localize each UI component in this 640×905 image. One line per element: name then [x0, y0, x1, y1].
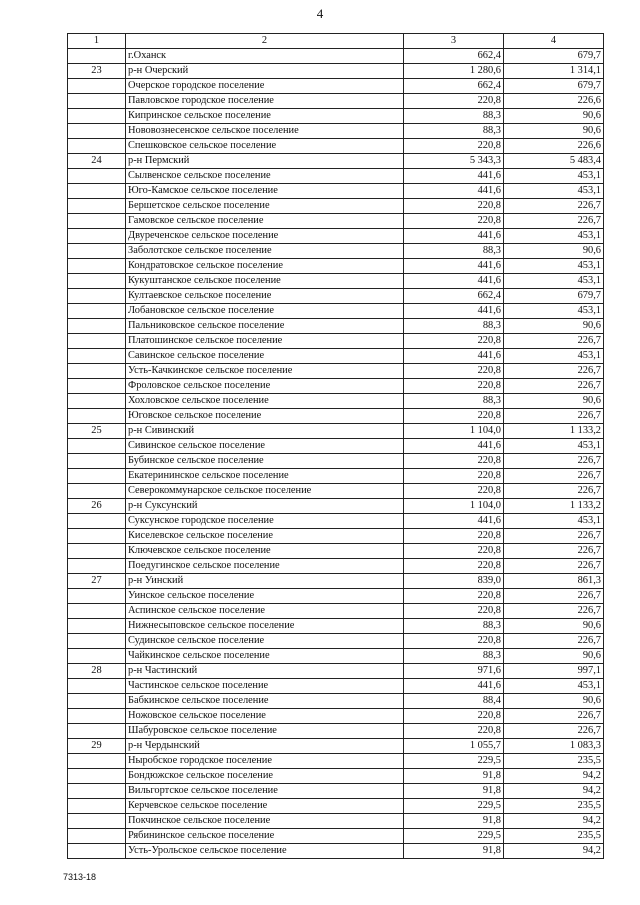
row-value-col4-cell: 226,7	[504, 589, 604, 604]
table-row	[68, 79, 604, 94]
row-value-col3-cell: 91,8	[404, 784, 504, 799]
row-name-cell: Вильгортское сельское поселение	[126, 784, 404, 799]
row-value-col4-cell: 226,7	[504, 379, 604, 394]
row-name-cell: Фроловское сельское поселение	[126, 379, 404, 394]
row-value-col4-cell: 90,6	[504, 694, 604, 709]
row-value-col4-cell: 453,1	[504, 439, 604, 454]
table-row	[68, 559, 604, 574]
row-name-cell: Покчинское сельское поселение	[126, 814, 404, 829]
row-number-cell: 24	[68, 154, 126, 169]
row-value-col3-cell: 1 104,0	[404, 424, 504, 439]
row-name-cell: р-н Частинский	[126, 664, 404, 679]
row-value-col3-cell: 91,8	[404, 814, 504, 829]
row-value-col3-cell: 441,6	[404, 349, 504, 364]
table-row	[68, 604, 604, 619]
row-number-cell	[68, 484, 126, 499]
row-value-col3-cell: 88,4	[404, 694, 504, 709]
row-name-cell: Ключевское сельское поселение	[126, 544, 404, 559]
row-number-cell	[68, 49, 126, 64]
row-value-col3-cell: 220,8	[404, 199, 504, 214]
table-row	[68, 844, 604, 859]
row-value-col4-cell: 453,1	[504, 229, 604, 244]
row-name-cell: р-н Очерский	[126, 64, 404, 79]
row-name-cell: Шабуровское сельское поселение	[126, 724, 404, 739]
row-number-cell: 28	[68, 664, 126, 679]
row-number-cell	[68, 514, 126, 529]
row-number-cell	[68, 829, 126, 844]
row-value-col3-cell: 220,8	[404, 604, 504, 619]
table-row	[68, 109, 604, 124]
row-value-col3-cell: 88,3	[404, 649, 504, 664]
table-row	[68, 664, 604, 679]
row-number-cell	[68, 169, 126, 184]
row-value-col3-cell: 220,8	[404, 334, 504, 349]
row-number-cell: 27	[68, 574, 126, 589]
row-number-cell	[68, 784, 126, 799]
row-value-col4-cell: 226,6	[504, 139, 604, 154]
row-number-cell	[68, 604, 126, 619]
row-number-cell	[68, 199, 126, 214]
row-value-col3-cell: 1 055,7	[404, 739, 504, 754]
table-row	[68, 499, 604, 514]
table-row	[68, 334, 604, 349]
row-value-col3-cell: 91,8	[404, 769, 504, 784]
row-name-cell: Рябининское сельское поселение	[126, 829, 404, 844]
row-value-col4-cell: 226,7	[504, 724, 604, 739]
row-name-cell: Двуреченское сельское поселение	[126, 229, 404, 244]
row-name-cell: Спешковское сельское поселение	[126, 139, 404, 154]
row-number-cell	[68, 544, 126, 559]
row-value-col3-cell: 1 104,0	[404, 499, 504, 514]
table-row	[68, 274, 604, 289]
row-name-cell: Юговское сельское поселение	[126, 409, 404, 424]
row-number-cell	[68, 679, 126, 694]
row-value-col3-cell: 220,8	[404, 634, 504, 649]
row-name-cell: Уинское сельское поселение	[126, 589, 404, 604]
row-number-cell	[68, 109, 126, 124]
row-number-cell	[68, 334, 126, 349]
table-row	[68, 319, 604, 334]
row-name-cell: Поедугинское сельское поселение	[126, 559, 404, 574]
row-name-cell: Усть-Урольское сельское поселение	[126, 844, 404, 859]
row-name-cell: Северокоммунарское сельское поселение	[126, 484, 404, 499]
row-name-cell: Платошинское сельское поселение	[126, 334, 404, 349]
row-number-cell	[68, 454, 126, 469]
table-row	[68, 394, 604, 409]
row-number-cell	[68, 94, 126, 109]
row-value-col4-cell: 1 133,2	[504, 499, 604, 514]
row-number-cell	[68, 469, 126, 484]
row-value-col4-cell: 861,3	[504, 574, 604, 589]
row-value-col3-cell: 441,6	[404, 169, 504, 184]
row-value-col3-cell: 662,4	[404, 79, 504, 94]
row-value-col3-cell: 220,8	[404, 94, 504, 109]
row-value-col3-cell: 220,8	[404, 559, 504, 574]
table-row	[68, 589, 604, 604]
row-value-col3-cell: 441,6	[404, 184, 504, 199]
row-number-cell	[68, 559, 126, 574]
table-row	[68, 214, 604, 229]
row-number-cell	[68, 214, 126, 229]
table-row	[68, 484, 604, 499]
row-number-cell: 29	[68, 739, 126, 754]
row-name-cell: р-н Сивинский	[126, 424, 404, 439]
row-name-cell: Пальниковское сельское поселение	[126, 319, 404, 334]
row-value-col4-cell: 235,5	[504, 799, 604, 814]
row-name-cell: Култаевское сельское поселение	[126, 289, 404, 304]
row-number-cell	[68, 694, 126, 709]
row-value-col4-cell: 94,2	[504, 769, 604, 784]
table-row	[68, 199, 604, 214]
row-value-col4-cell: 679,7	[504, 79, 604, 94]
row-value-col4-cell: 1 133,2	[504, 424, 604, 439]
row-name-cell: Хохловское сельское поселение	[126, 394, 404, 409]
row-value-col3-cell: 229,5	[404, 754, 504, 769]
row-value-col4-cell: 679,7	[504, 49, 604, 64]
row-number-cell	[68, 769, 126, 784]
row-number-cell	[68, 529, 126, 544]
row-value-col3-cell: 971,6	[404, 664, 504, 679]
row-number-cell	[68, 229, 126, 244]
row-name-cell: Нововознесенское сельское поселение	[126, 124, 404, 139]
document-code: 7313-18	[63, 872, 97, 882]
row-value-col4-cell: 226,7	[504, 199, 604, 214]
row-value-col3-cell: 220,8	[404, 214, 504, 229]
table-row	[68, 724, 604, 739]
table-row	[68, 439, 604, 454]
row-number-cell	[68, 139, 126, 154]
row-value-col3-cell: 220,8	[404, 409, 504, 424]
row-name-cell: р-н Уинский	[126, 574, 404, 589]
table-row	[68, 169, 604, 184]
table-row	[68, 679, 604, 694]
table-row	[68, 184, 604, 199]
table-row	[68, 229, 604, 244]
table-row	[68, 454, 604, 469]
row-value-col4-cell: 1 314,1	[504, 64, 604, 79]
row-number-cell	[68, 709, 126, 724]
table-row	[68, 94, 604, 109]
row-value-col4-cell: 453,1	[504, 259, 604, 274]
row-number-cell	[68, 439, 126, 454]
table-row	[68, 379, 604, 394]
table-row	[68, 49, 604, 64]
table-row	[68, 649, 604, 664]
table-row	[68, 154, 604, 169]
row-value-col3-cell: 220,8	[404, 529, 504, 544]
row-value-col4-cell: 226,7	[504, 484, 604, 499]
row-number-cell: 26	[68, 499, 126, 514]
row-name-cell: Суксунское городское поселение	[126, 514, 404, 529]
table-row	[68, 514, 604, 529]
row-name-cell: Усть-Качкинское сельское поселение	[126, 364, 404, 379]
row-value-col4-cell: 226,7	[504, 334, 604, 349]
row-number-cell	[68, 394, 126, 409]
page-number: 4	[316, 6, 324, 21]
row-name-cell: Киселевское сельское поселение	[126, 529, 404, 544]
row-name-cell: Нижнесыповское сельское поселение	[126, 619, 404, 634]
row-name-cell: Аспинское сельское поселение	[126, 604, 404, 619]
table-row	[68, 124, 604, 139]
row-name-cell: Очерское городское поселение	[126, 79, 404, 94]
row-name-cell: Лобановское сельское поселение	[126, 304, 404, 319]
table-row	[68, 709, 604, 724]
row-name-cell: Ножовское сельское поселение	[126, 709, 404, 724]
row-value-col4-cell: 226,6	[504, 94, 604, 109]
row-number-cell	[68, 589, 126, 604]
row-value-col3-cell: 220,8	[404, 589, 504, 604]
row-value-col3-cell: 220,8	[404, 379, 504, 394]
row-value-col3-cell: 229,5	[404, 829, 504, 844]
table-row	[68, 349, 604, 364]
row-value-col3-cell: 1 280,6	[404, 64, 504, 79]
table-row	[68, 754, 604, 769]
row-value-col4-cell: 226,7	[504, 634, 604, 649]
row-number-cell	[68, 304, 126, 319]
row-value-col4-cell: 5 483,4	[504, 154, 604, 169]
row-name-cell: р-н Суксунский	[126, 499, 404, 514]
row-value-col4-cell: 90,6	[504, 109, 604, 124]
row-value-col4-cell: 453,1	[504, 304, 604, 319]
table-row	[68, 694, 604, 709]
table-row	[68, 424, 604, 439]
row-name-cell: Бершетское сельское поселение	[126, 199, 404, 214]
row-value-col4-cell: 90,6	[504, 394, 604, 409]
row-value-col3-cell: 229,5	[404, 799, 504, 814]
row-value-col4-cell: 94,2	[504, 814, 604, 829]
row-value-col3-cell: 88,3	[404, 394, 504, 409]
table-row	[68, 244, 604, 259]
table-header-row	[68, 34, 604, 49]
row-value-col3-cell: 839,0	[404, 574, 504, 589]
table-row	[68, 769, 604, 784]
row-name-cell: Ныробское городское поселение	[126, 754, 404, 769]
row-name-cell: Частинское сельское поселение	[126, 679, 404, 694]
row-number-cell: 25	[68, 424, 126, 439]
row-value-col4-cell: 453,1	[504, 349, 604, 364]
row-name-cell: Сылвенское сельское поселение	[126, 169, 404, 184]
row-value-col4-cell: 453,1	[504, 169, 604, 184]
row-name-cell: Заболотское сельское поселение	[126, 244, 404, 259]
table-row	[68, 739, 604, 754]
row-number-cell	[68, 619, 126, 634]
row-value-col3-cell: 220,8	[404, 364, 504, 379]
row-value-col4-cell: 235,5	[504, 754, 604, 769]
row-value-col4-cell: 90,6	[504, 124, 604, 139]
table-row	[68, 574, 604, 589]
row-value-col3-cell: 441,6	[404, 229, 504, 244]
row-value-col4-cell: 235,5	[504, 829, 604, 844]
row-number-cell	[68, 364, 126, 379]
budget-allocation-table	[67, 33, 604, 859]
row-value-col3-cell: 88,3	[404, 319, 504, 334]
row-value-col4-cell: 226,7	[504, 469, 604, 484]
table-body	[68, 34, 604, 859]
row-value-col3-cell: 220,8	[404, 484, 504, 499]
row-number-cell	[68, 259, 126, 274]
row-value-col3-cell: 220,8	[404, 724, 504, 739]
row-value-col4-cell: 226,7	[504, 454, 604, 469]
table-row	[68, 544, 604, 559]
row-value-col3-cell: 441,6	[404, 514, 504, 529]
row-value-col4-cell: 226,7	[504, 544, 604, 559]
row-name-cell: Бондюжское сельское поселение	[126, 769, 404, 784]
row-name-cell: Керчевское сельское поселение	[126, 799, 404, 814]
row-value-col3-cell: 220,8	[404, 709, 504, 724]
row-number-cell	[68, 409, 126, 424]
table-row	[68, 139, 604, 154]
row-number-cell	[68, 379, 126, 394]
row-number-cell	[68, 814, 126, 829]
header-cell-4: 4	[504, 34, 604, 49]
table-row	[68, 469, 604, 484]
row-value-col4-cell: 679,7	[504, 289, 604, 304]
table-row	[68, 259, 604, 274]
table-row	[68, 304, 604, 319]
row-value-col4-cell: 226,7	[504, 214, 604, 229]
row-name-cell: Судинское сельское поселение	[126, 634, 404, 649]
row-name-cell: р-н Пермский	[126, 154, 404, 169]
row-value-col4-cell: 1 083,3	[504, 739, 604, 754]
row-value-col4-cell: 226,7	[504, 409, 604, 424]
row-value-col4-cell: 90,6	[504, 619, 604, 634]
row-value-col3-cell: 662,4	[404, 49, 504, 64]
table-row	[68, 64, 604, 79]
row-number-cell: 23	[68, 64, 126, 79]
table-row	[68, 634, 604, 649]
row-name-cell: г.Оханск	[126, 49, 404, 64]
row-number-cell	[68, 844, 126, 859]
row-value-col4-cell: 226,7	[504, 604, 604, 619]
row-value-col4-cell: 453,1	[504, 184, 604, 199]
row-number-cell	[68, 724, 126, 739]
row-value-col4-cell: 226,7	[504, 559, 604, 574]
table-row	[68, 529, 604, 544]
row-value-col3-cell: 441,6	[404, 439, 504, 454]
row-value-col3-cell: 88,3	[404, 109, 504, 124]
row-value-col3-cell: 220,8	[404, 469, 504, 484]
row-number-cell	[68, 349, 126, 364]
row-value-col4-cell: 226,7	[504, 709, 604, 724]
row-name-cell: р-н Чердынский	[126, 739, 404, 754]
row-number-cell	[68, 799, 126, 814]
row-value-col3-cell: 662,4	[404, 289, 504, 304]
row-name-cell: Чайкинское сельское поселение	[126, 649, 404, 664]
row-name-cell: Кипринское сельское поселение	[126, 109, 404, 124]
row-value-col4-cell: 997,1	[504, 664, 604, 679]
row-number-cell	[68, 649, 126, 664]
row-name-cell: Сивинское сельское поселение	[126, 439, 404, 454]
row-value-col3-cell: 441,6	[404, 304, 504, 319]
header-cell-1: 1	[68, 34, 126, 49]
row-value-col4-cell: 453,1	[504, 514, 604, 529]
table-row	[68, 784, 604, 799]
row-value-col3-cell: 441,6	[404, 259, 504, 274]
header-cell-2: 2	[126, 34, 404, 49]
table-row	[68, 409, 604, 424]
row-value-col4-cell: 453,1	[504, 274, 604, 289]
row-value-col3-cell: 88,3	[404, 619, 504, 634]
row-value-col4-cell: 90,6	[504, 649, 604, 664]
row-name-cell: Бубинское сельское поселение	[126, 454, 404, 469]
table-row	[68, 829, 604, 844]
row-value-col3-cell: 91,8	[404, 844, 504, 859]
row-value-col4-cell: 453,1	[504, 679, 604, 694]
row-name-cell: Кондратовское сельское поселение	[126, 259, 404, 274]
row-value-col3-cell: 220,8	[404, 139, 504, 154]
table-row	[68, 289, 604, 304]
row-value-col4-cell: 226,7	[504, 364, 604, 379]
table-row	[68, 364, 604, 379]
row-number-cell	[68, 754, 126, 769]
row-value-col3-cell: 5 343,3	[404, 154, 504, 169]
row-name-cell: Юго-Камское сельское поселение	[126, 184, 404, 199]
row-value-col4-cell: 90,6	[504, 319, 604, 334]
row-value-col4-cell: 94,2	[504, 784, 604, 799]
table-row	[68, 619, 604, 634]
row-name-cell: Кукуштанское сельское поселение	[126, 274, 404, 289]
row-number-cell	[68, 244, 126, 259]
row-number-cell	[68, 79, 126, 94]
row-value-col4-cell: 94,2	[504, 844, 604, 859]
row-name-cell: Савинское сельское поселение	[126, 349, 404, 364]
row-name-cell: Павловское городское поселение	[126, 94, 404, 109]
row-value-col3-cell: 88,3	[404, 124, 504, 139]
row-value-col4-cell: 226,7	[504, 529, 604, 544]
row-value-col3-cell: 220,8	[404, 454, 504, 469]
row-number-cell	[68, 634, 126, 649]
table-row	[68, 799, 604, 814]
row-name-cell: Бабкинское сельское поселение	[126, 694, 404, 709]
row-name-cell: Гамовское сельское поселение	[126, 214, 404, 229]
row-value-col3-cell: 441,6	[404, 679, 504, 694]
row-number-cell	[68, 319, 126, 334]
row-number-cell	[68, 184, 126, 199]
row-value-col3-cell: 441,6	[404, 274, 504, 289]
row-value-col3-cell: 220,8	[404, 544, 504, 559]
row-number-cell	[68, 289, 126, 304]
row-number-cell	[68, 274, 126, 289]
table-row	[68, 814, 604, 829]
row-name-cell: Екатерининское сельское поселение	[126, 469, 404, 484]
row-value-col4-cell: 90,6	[504, 244, 604, 259]
row-number-cell	[68, 124, 126, 139]
row-value-col3-cell: 88,3	[404, 244, 504, 259]
header-cell-3: 3	[404, 34, 504, 49]
